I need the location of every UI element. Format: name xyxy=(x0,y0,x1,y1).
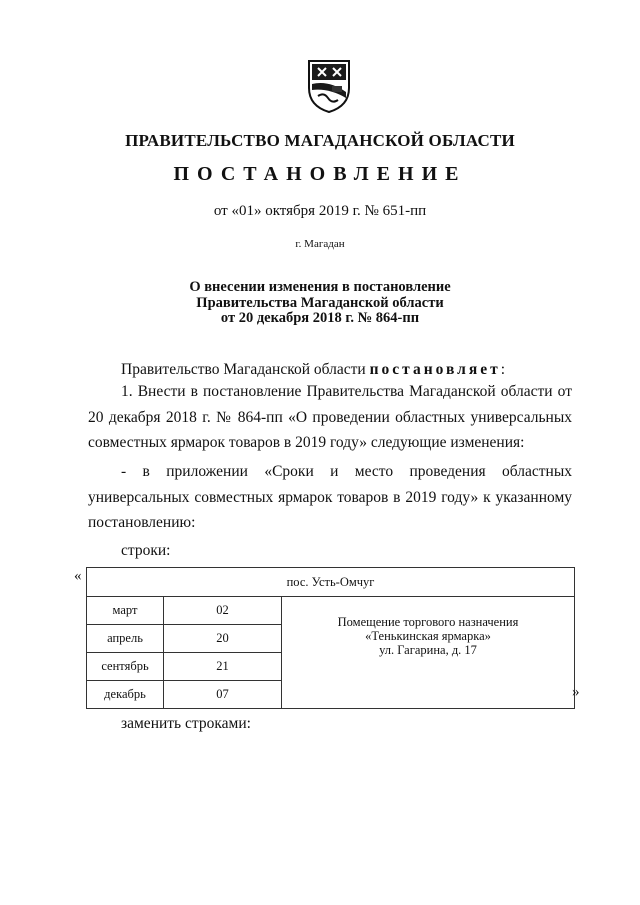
intro-verb: постановляет xyxy=(369,361,501,378)
dash-text: - в приложении «Сроки и место проведения областных универсальных совместных ярмарок товаров в 2019 году» к указанному постановлению: xyxy=(88,463,572,531)
subject-line-1: О внесении изменения в постановление xyxy=(189,279,451,295)
table-row xyxy=(87,568,575,597)
day-cell: 02 xyxy=(164,597,282,625)
intro-end: : xyxy=(500,361,506,378)
venue-line-2: «Тенькинская ярмарка» xyxy=(365,629,491,643)
coat-of-arms-icon xyxy=(306,58,352,114)
document-date-number: от «01» октября 2019 г. № 651-пп xyxy=(213,203,427,219)
dash-paragraph xyxy=(88,459,572,536)
day-cell: 20 xyxy=(164,625,282,653)
month-cell: апрель xyxy=(87,625,164,653)
month-cell: сентябрь xyxy=(87,653,164,681)
venue-cell xyxy=(282,597,575,709)
day-cell: 07 xyxy=(164,681,282,709)
venue-line-3: ул. Гагарина, д. 17 xyxy=(379,643,477,657)
rows-label: строки: xyxy=(121,542,171,559)
schedule-table xyxy=(86,567,575,709)
day-cell: 21 xyxy=(164,653,282,681)
document-type: ПОСТАНОВЛЕНИЕ xyxy=(173,163,467,185)
venue-line-1: Помещение торгового назначения xyxy=(337,615,519,629)
quote-open: « xyxy=(74,568,82,584)
document-city: г. Магадан xyxy=(295,238,345,250)
item-1-text: 1. Внести в постановление Правительства Магаданской области от 20 декабря 2018 г. № 864-пп «О проведении областных универсальных совместных ярмарок товаров в 2019 году» следующие изменения: xyxy=(88,383,572,451)
intro-text: Правительство Магаданской области xyxy=(121,361,366,378)
month-cell: март xyxy=(87,597,164,625)
month-cell: декабрь xyxy=(87,681,164,709)
item-1-paragraph xyxy=(88,379,572,456)
document-subject xyxy=(0,280,640,327)
replace-label: заменить строками: xyxy=(121,715,251,732)
quote-close: » xyxy=(572,684,580,700)
table-row xyxy=(87,597,575,625)
subject-line-3: от 20 декабря 2018 г. № 864-пп xyxy=(220,310,420,326)
subject-line-2: Правительства Магаданской области xyxy=(196,294,444,311)
place-header: пос. Усть-Омчуг xyxy=(87,568,575,597)
government-title: ПРАВИТЕЛЬСТВО МАГАДАНСКОЙ ОБЛАСТИ xyxy=(125,131,515,150)
